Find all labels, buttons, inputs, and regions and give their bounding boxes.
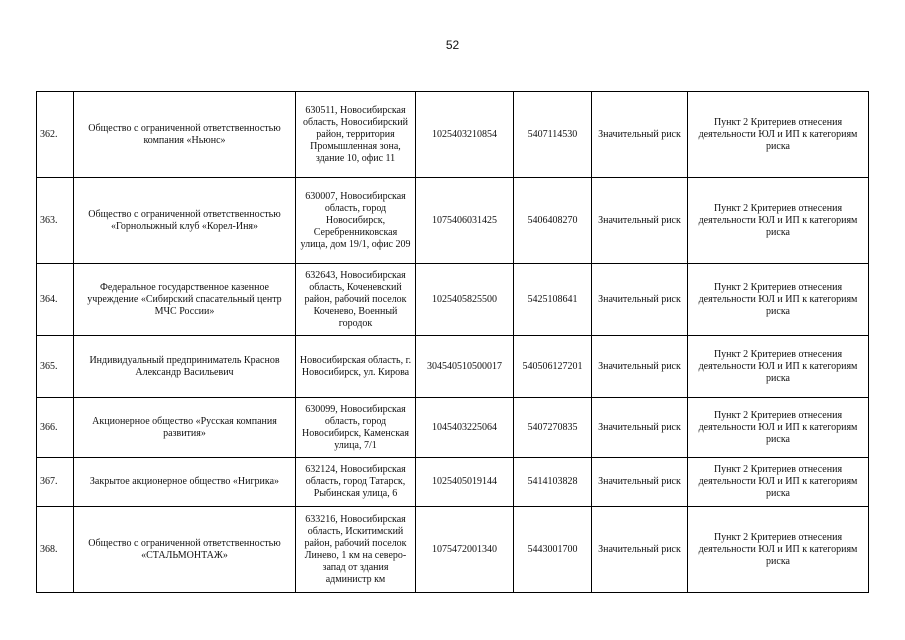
table-row xyxy=(37,336,869,398)
page-number: 52 xyxy=(445,38,460,52)
risk-basis: Пункт 2 Критериев отнесения деятельности ЮЛ и ИП к категориям риска xyxy=(688,458,869,507)
table-row xyxy=(37,398,869,458)
ogrn-value: 1045403225064 xyxy=(416,398,514,458)
risk-basis: Пункт 2 Критериев отнесения деятельности ЮЛ и ИП к категориям риска xyxy=(688,336,869,398)
risk-category: Значительный риск xyxy=(592,264,688,336)
organization-name: Общество с ограниченной ответственностью «Горнолыжный клуб «Корел-Иня» xyxy=(74,178,296,264)
table-row xyxy=(37,264,869,336)
row-number: 363. xyxy=(37,178,74,264)
organization-name: Федеральное государственное казенное учреждение «Сибирский спасательный центр МЧС России» xyxy=(74,264,296,336)
risk-basis: Пункт 2 Критериев отнесения деятельности ЮЛ и ИП к категориям риска xyxy=(688,398,869,458)
organization-address: Новосибирская область, г. Новосибирск, ул. Кирова xyxy=(296,336,416,398)
row-number: 367. xyxy=(37,458,74,507)
registry-table xyxy=(36,91,869,593)
ogrn-value: 304540510500017 xyxy=(416,336,514,398)
risk-basis: Пункт 2 Критериев отнесения деятельности ЮЛ и ИП к категориям риска xyxy=(688,178,869,264)
inn-value: 5425108641 xyxy=(514,264,592,336)
organization-name: Индивидуальный предприниматель Краснов Александр Васильевич xyxy=(74,336,296,398)
risk-category: Значительный риск xyxy=(592,507,688,593)
table-row xyxy=(37,507,869,593)
organization-address: 630007, Новосибирская область, город Новосибирск, Серебренниковская улица, дом 19/1, офис 209 xyxy=(296,178,416,264)
ogrn-value: 1075406031425 xyxy=(416,178,514,264)
inn-value: 5443001700 xyxy=(514,507,592,593)
organization-name: Закрытое акционерное общество «Нигрика» xyxy=(74,458,296,507)
row-number: 365. xyxy=(37,336,74,398)
row-number: 362. xyxy=(37,92,74,178)
inn-value: 540506127201 xyxy=(514,336,592,398)
inn-value: 5407270835 xyxy=(514,398,592,458)
row-number: 364. xyxy=(37,264,74,336)
organization-name: Общество с ограниченной ответственностью компания «Ньюнс» xyxy=(74,92,296,178)
risk-category: Значительный риск xyxy=(592,92,688,178)
inn-value: 5406408270 xyxy=(514,178,592,264)
risk-category: Значительный риск xyxy=(592,458,688,507)
risk-basis: Пункт 2 Критериев отнесения деятельности ЮЛ и ИП к категориям риска xyxy=(688,507,869,593)
risk-basis: Пункт 2 Критериев отнесения деятельности ЮЛ и ИП к категориям риска xyxy=(688,264,869,336)
table-row xyxy=(37,458,869,507)
organization-name: Акционерное общество «Русская компания развития» xyxy=(74,398,296,458)
table-row xyxy=(37,92,869,178)
organization-address: 633216, Новосибирская область, Искитимский район, рабочий поселок Линево, 1 км на северо-запад от здания администр км xyxy=(296,507,416,593)
table-row xyxy=(37,178,869,264)
ogrn-value: 1025403210854 xyxy=(416,92,514,178)
risk-category: Значительный риск xyxy=(592,178,688,264)
ogrn-value: 1025405019144 xyxy=(416,458,514,507)
risk-category: Значительный риск xyxy=(592,336,688,398)
organization-name: Общество с ограниченной ответственностью «СТАЛЬМОНТАЖ» xyxy=(74,507,296,593)
row-number: 366. xyxy=(37,398,74,458)
organization-address: 632124, Новосибирская область, город Татарск, Рыбинская улица, 6 xyxy=(296,458,416,507)
inn-value: 5414103828 xyxy=(514,458,592,507)
risk-category: Значительный риск xyxy=(592,398,688,458)
risk-basis: Пункт 2 Критериев отнесения деятельности ЮЛ и ИП к категориям риска xyxy=(688,92,869,178)
row-number: 368. xyxy=(37,507,74,593)
organization-address: 632643, Новосибирская область, Коченевский район, рабочий поселок Коченево, Военный городок xyxy=(296,264,416,336)
organization-address: 630099, Новосибирская область, город Новосибирск, Каменская улица, 7/1 xyxy=(296,398,416,458)
organization-address: 630511, Новосибирская область, Новосибирский район, территория Промышленная зона, здание 10, офис 11 xyxy=(296,92,416,178)
ogrn-value: 1025405825500 xyxy=(416,264,514,336)
ogrn-value: 1075472001340 xyxy=(416,507,514,593)
inn-value: 5407114530 xyxy=(514,92,592,178)
